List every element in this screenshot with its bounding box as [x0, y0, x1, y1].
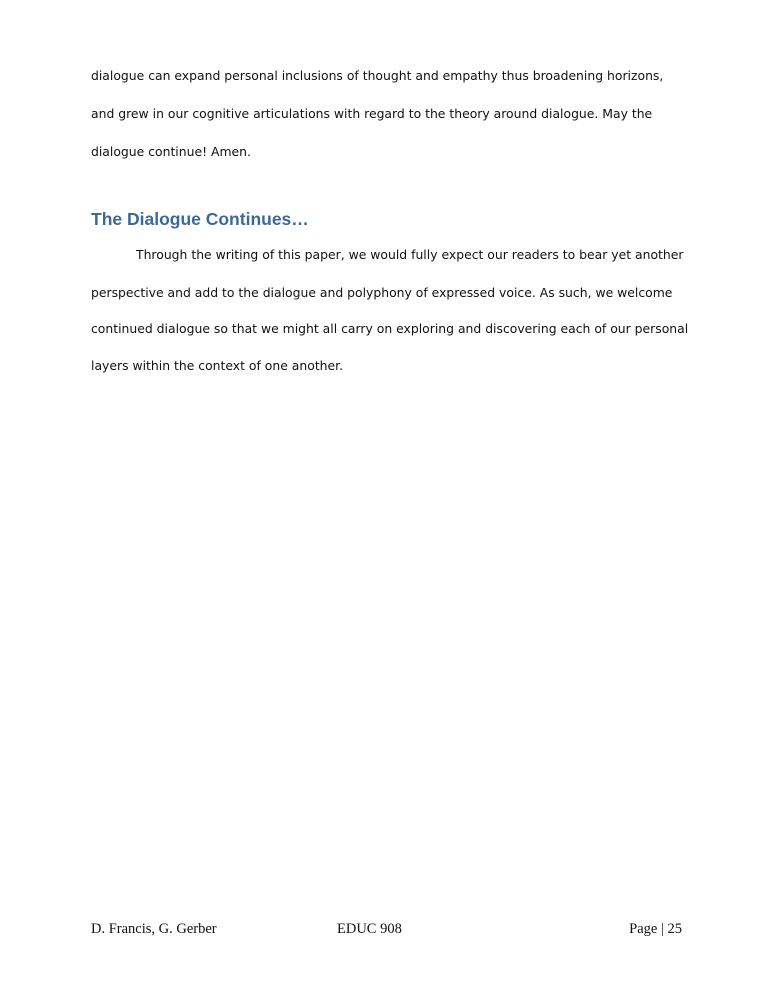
footer-course: EDUC 908	[337, 921, 402, 937]
footer-page-number: Page | 25	[629, 921, 682, 937]
paragraph-line: and grew in our cognitive articulations with regard to the theory around dialogue. May the	[91, 106, 653, 121]
footer-authors: D. Francis, G. Gerber	[91, 921, 217, 937]
section-heading: The Dialogue Continues…	[91, 209, 309, 229]
paragraph-line: dialogue continue! Amen.	[91, 144, 251, 159]
paragraph-line: continued dialogue so that we might all carry on exploring and discovering each of our personal	[91, 321, 689, 336]
paragraph-line: Through the writing of this paper, we would fully expect our readers to bear yet another	[136, 247, 684, 262]
paragraph-line: layers within the context of one another.	[91, 358, 344, 373]
paragraph-line: perspective and add to the dialogue and polyphony of expressed voice. As such, we welcome	[91, 285, 673, 300]
paragraph-line: dialogue can expand personal inclusions of thought and empathy thus broadening horizons,	[91, 68, 664, 83]
